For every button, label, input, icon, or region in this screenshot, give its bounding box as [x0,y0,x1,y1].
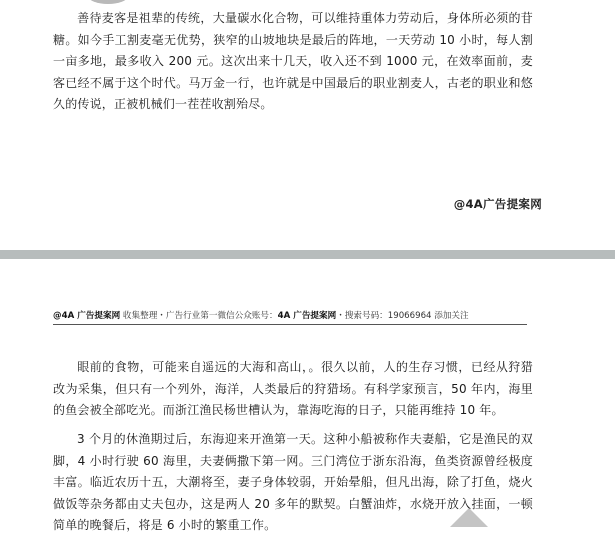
paragraph-text: 3 个月的休渔期过后，东海迎来开渔第一天。这种小船被称作夫妻船，它是渔民的双脚，4 小时行驶 60 海里，夫妻俩撒下第一网。三门湾位于浙东沿海，鱼类资源曾经极度丰富。临近农历十五，大潮将至，妻子身体较弱，开始晕船，但凡出海，除了打鱼，烧火做饭等杂务都由丈夫包办，这是两人 20 多年的默契。白蟹油炸，水烧开放入挂面，一顿简单的晚餐后，将是 6 小时的繁重工作。 [53,432,533,533]
header-logo-inline: 4A 广告提案网 [277,311,337,321]
body-paragraph [53,8,533,116]
paragraph-text: 眼前的食物，可能来自遥远的大海和高山，。很久以前，人的生存习惯，已经从狩猎改为采集，但只有一个列外，海洋，人类最后的狩猎场。有科学家预言，50 年内，海里的鱼会被全部吃光。而浙江渔民杨世槽认为，靠海吃海的日子，只能再维持 10 年。 [53,360,533,418]
header-text-search: ・搜索号码：19066964 添加关注 [336,311,469,321]
page-separator [0,250,615,259]
decorative-shape [88,0,128,4]
page-header [53,308,527,324]
header-divider [53,324,527,325]
page-top [0,0,615,250]
watermark-logo: @4A广告提案网 [453,197,542,211]
paragraph-text: 善待麦客是祖辈的传统，大量碳水化合物，可以维持重体力劳动后，身体所必须的苷糖。如今手工割麦毫无优势，狭窄的山坡地块是最后的阵地，一天劳动 10 小时，每人割一亩多地，最多收入 200 元。这次出来十几天，收入还不到 1000 元，在效率面前，麦客已经不属于这个时代。马万金一行，也许就是中国最后的职业割麦人，古老的职业和悠久的传说，正被机械们一茬茬收割殆尽。 [53,11,533,112]
header-logo: @4A 广告提案网 [53,311,121,321]
body-paragraph [53,357,533,422]
decorative-arrow [450,508,488,527]
header-text: 收集整理・广告行业第一微信公众账号： [120,311,278,321]
